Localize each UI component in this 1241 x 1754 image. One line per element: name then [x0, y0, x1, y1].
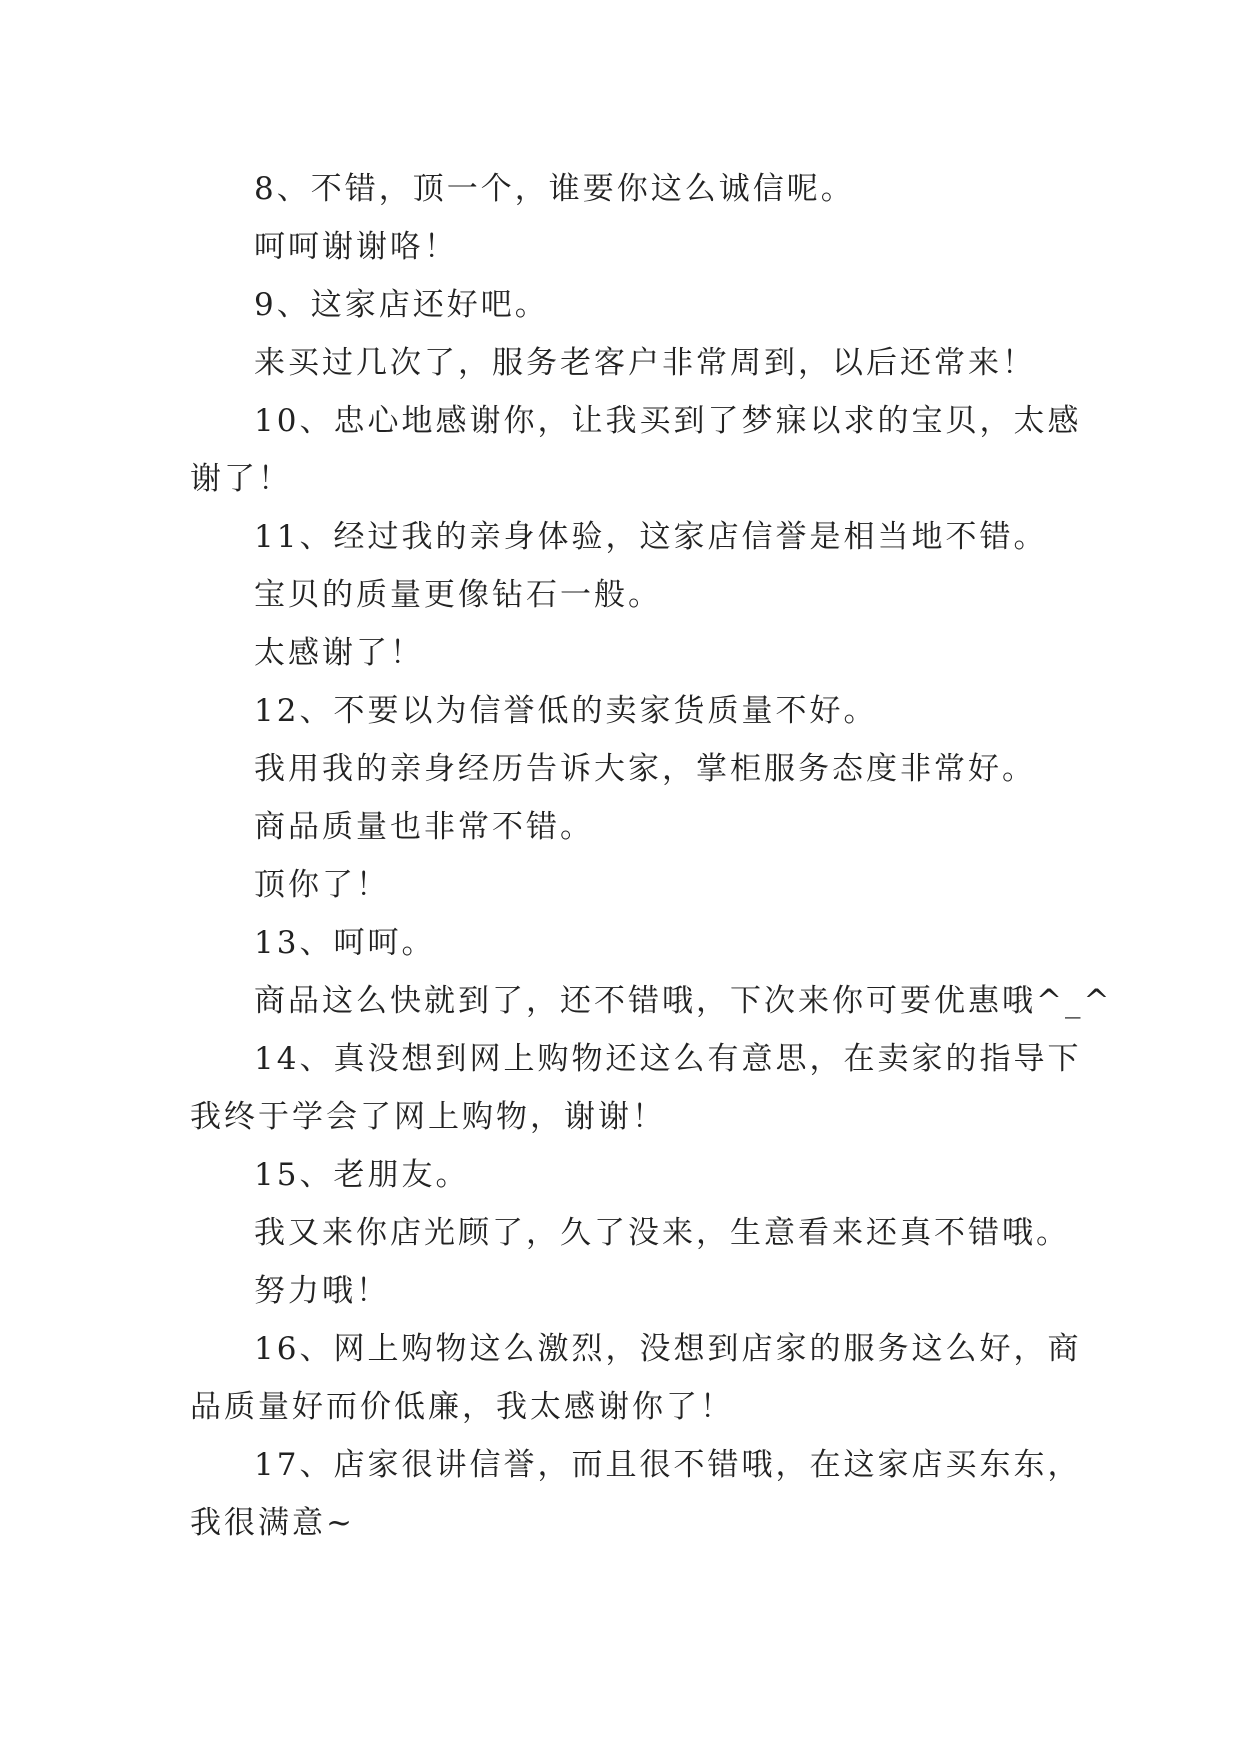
text-line: 品质量好而价低廉，我太感谢你了！ [190, 1389, 734, 1425]
text-line: 17、店家很讲信誉，而且很不错哦，在这家店买东东， [254, 1447, 1082, 1483]
text-line: 我很满意~ [190, 1505, 355, 1541]
text-line: 13、呵呵。 [254, 925, 436, 961]
document-body [190, 160, 1113, 1552]
text-line: 努力哦！ [254, 1273, 390, 1309]
text-line: 宝贝的质量更像钻石一般。 [254, 577, 662, 613]
text-line: 商品质量也非常不错。 [254, 809, 594, 845]
text-line: 8、不错，顶一个，谁要你这么诚信呢。 [254, 171, 855, 207]
text-line: 9、这家店还好吧。 [254, 287, 549, 323]
text-line: 16、网上购物这么激烈，没想到店家的服务这么好，商 [254, 1331, 1082, 1367]
text-line: 我又来你店光顾了，久了没来，生意看来还真不错哦。 [254, 1215, 1070, 1251]
text-line: 15、老朋友。 [254, 1157, 470, 1193]
text-line: 10、忠心地感谢你，让我买到了梦寐以求的宝贝，太感 [254, 403, 1082, 439]
text-line: 14、真没想到网上购物还这么有意思，在卖家的指导下 [254, 1041, 1082, 1077]
text-line: 太感谢了！ [254, 635, 424, 671]
text-line: 12、不要以为信誉低的卖家货质量不好。 [254, 693, 878, 729]
text-line: 来买过几次了，服务老客户非常周到，以后还常来！ [254, 345, 1036, 381]
text-line: 商品这么快就到了，还不错哦，下次来你可要优惠哦^_^ [254, 983, 1113, 1019]
text-line: 我终于学会了网上购物，谢谢！ [190, 1099, 666, 1135]
text-line: 谢了！ [190, 461, 292, 497]
text-line: 我用我的亲身经历告诉大家，掌柜服务态度非常好。 [254, 751, 1036, 787]
text-line: 呵呵谢谢咯！ [254, 229, 458, 265]
text-line: 顶你了！ [254, 867, 390, 903]
text-line: 11、经过我的亲身体验，这家店信誉是相当地不错。 [254, 519, 1048, 555]
